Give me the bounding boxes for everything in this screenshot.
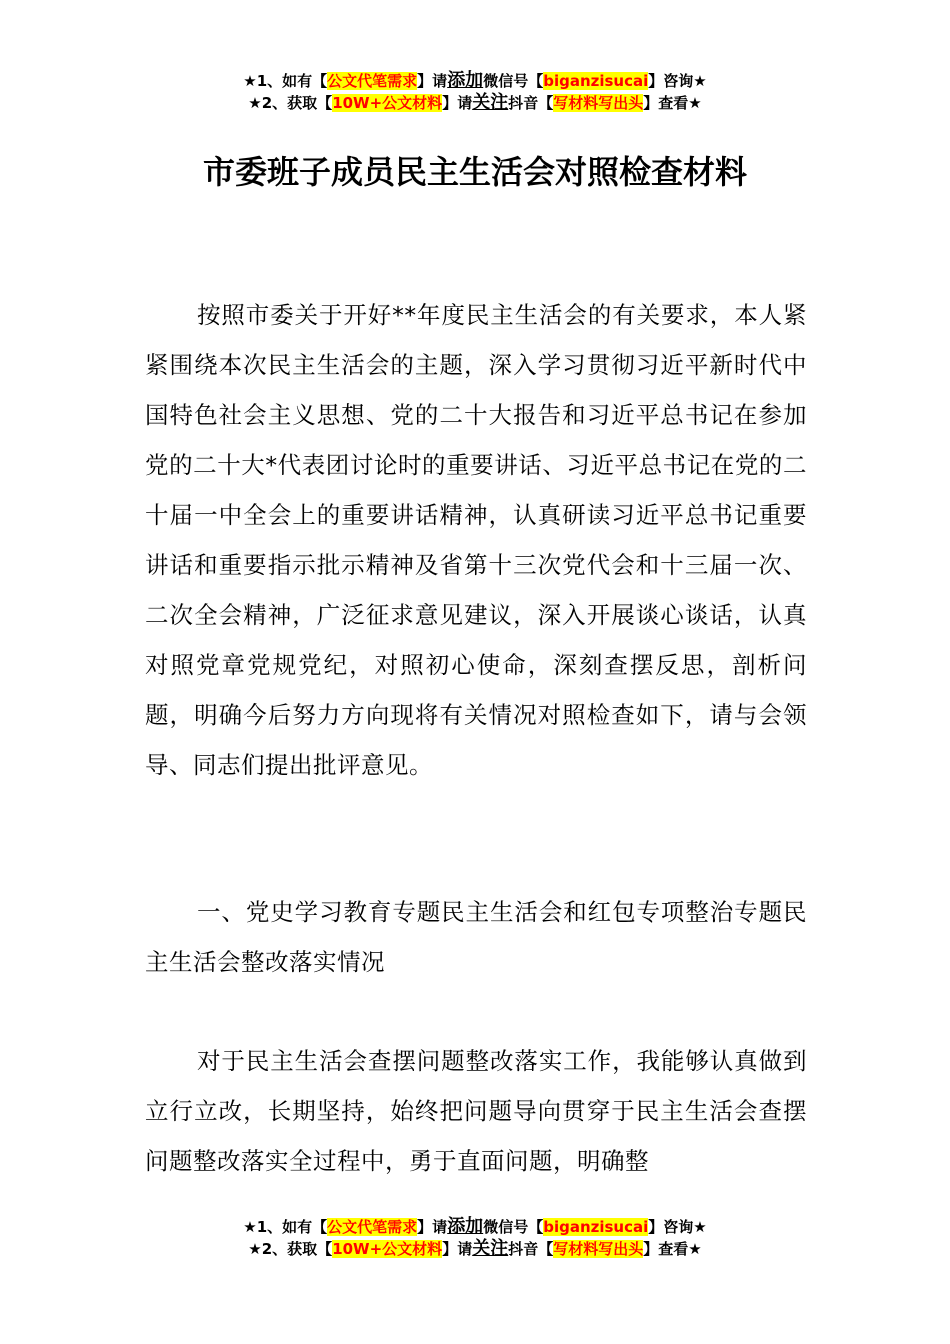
promo-text: 抖音【 <box>508 94 554 112</box>
promo-line-1 <box>0 1216 950 1238</box>
promo-text: ★2、获取【 <box>248 1240 333 1258</box>
section-heading-1 <box>145 887 807 987</box>
promo-line-2 <box>0 92 950 114</box>
footer-promo-banner <box>0 1216 950 1260</box>
promo-emphasis: 添加 <box>447 1216 484 1237</box>
promo-highlight: biganzisucai <box>543 72 649 90</box>
promo-text: 】咨询★ <box>648 72 707 90</box>
promo-highlight: 写材料写出头 <box>553 1240 644 1258</box>
promo-text: 抖音【 <box>508 1240 554 1258</box>
promo-text: 微信号【 <box>483 1218 544 1236</box>
promo-highlight: 10W+公文材料 <box>332 1240 443 1258</box>
promo-text: 】查看★ <box>643 94 702 112</box>
promo-highlight: 公文代笔需求 <box>327 72 418 90</box>
promo-emphasis: 关注 <box>472 92 509 113</box>
header-promo-banner <box>0 70 950 114</box>
document-title: 市委班子成员民主生活会对照检查材料 <box>202 153 747 191</box>
promo-text: 】请 <box>417 72 448 90</box>
heading-text: 一、党史学习教育专题民主生活会和红包专项整治专题民主生活会整改落实情况 <box>145 898 807 976</box>
promo-line-2 <box>0 1238 950 1260</box>
promo-emphasis: 关注 <box>472 1238 509 1259</box>
promo-text: 微信号【 <box>483 72 544 90</box>
promo-emphasis: 添加 <box>447 70 484 91</box>
promo-highlight: 公文代笔需求 <box>327 1218 418 1236</box>
paragraph-text: 对于民主生活会查摆问题整改落实工作，我能够认真做到立行立改，长期坚持，始终把问题导向贯穿于民主生活会查摆问题整改落实全过程中，勇于直面问题，明确整 <box>145 1047 807 1175</box>
promo-highlight: biganzisucai <box>543 1218 649 1236</box>
promo-text: ★1、如有【 <box>243 72 328 90</box>
promo-text: 】咨询★ <box>648 1218 707 1236</box>
paragraph-intro <box>145 290 807 790</box>
promo-text: ★1、如有【 <box>243 1218 328 1236</box>
promo-text: 】查看★ <box>643 1240 702 1258</box>
promo-text: 】请 <box>442 94 473 112</box>
paragraph-text: 按照市委关于开好**年度民主生活会的有关要求，本人紧紧围绕本次民主生活会的主题，深入学习贯彻习近平新时代中国特色社会主义思想、党的二十大报告和习近平总书记在参加党的二十大*代表团讨论时的重要讲话、习近平总书记在党的二十届一中全会上的重要讲话精神，认真研读习近平总书记重要讲话和重要指示批示精神及省第十三次党代会和十三届一次、二次全会精神，广泛征求意见建议，深入开展谈心谈话，认真对照党章党规党纪，对照初心使命，深刻查摆反思，剖析问题，明确今后努力方向现将有关情况对照检查如下，请与会领导、同志们提出批评意见。 <box>145 301 807 779</box>
promo-text: 】请 <box>417 1218 448 1236</box>
promo-highlight: 写材料写出头 <box>553 94 644 112</box>
paragraph-section-1 <box>145 1036 807 1186</box>
promo-text: 】请 <box>442 1240 473 1258</box>
promo-line-1 <box>0 70 950 92</box>
promo-text: ★2、获取【 <box>248 94 333 112</box>
promo-highlight: 10W+公文材料 <box>332 94 443 112</box>
